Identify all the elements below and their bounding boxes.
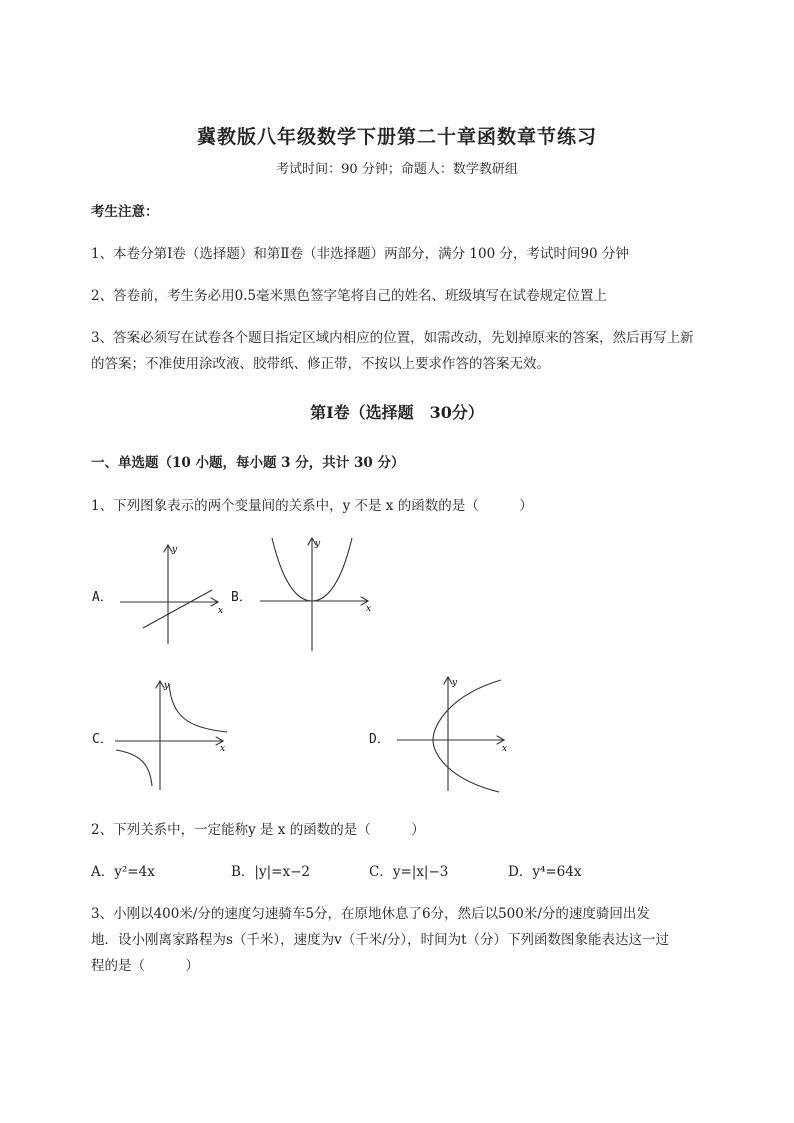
page-title: 冀教版八年级数学下册第二十章函数章节练习 [196,126,597,148]
section-title: 第Ⅰ卷（选择题 30分） [310,403,484,422]
option-c-label: C． [92,732,113,747]
graph-d [395,675,515,795]
hyperbola-branch-lower [116,750,152,786]
part-heading: 一、单选题（10 小题，每小题 3 分，共计 30 分） [91,455,405,471]
exam-info: 考试时间：90 分钟；命题人：数学教研组 [276,162,518,177]
question-3-line-2: 地．设小刚离家路程为s（千米），速度为v（千米/分），时间为t（分）下列函数图象能表达这一过 [91,932,670,948]
q2-choice-c: C．y=|x|−3 [369,864,449,880]
q2-choice-a: A．y²=4x [91,864,155,880]
x-axis-label: x [502,744,508,754]
y-axis-label: y [315,539,321,549]
notice-item-3: 3、答案必须写在试卷各个题目指定区域内相应的位置，如需改动，先划掉原来的答案，然后再写上新 [91,330,694,346]
x-axis-label: x [220,744,226,754]
q2-choice-b: B．|y|=x−2 [231,864,310,880]
line-curve [143,590,212,628]
y-axis-label: y [452,678,458,688]
question-3-line-1: 3、小刚以400米/分的速度匀速骑车5分，在原地休息了6分，然后以500米/分的速度骑回出发 [91,906,650,922]
x-axis-label: x [366,604,372,614]
question-1-text: 1、下列图象表示的两个变量间的关系中，y 不是 x 的函数的是（ ） [91,498,533,514]
graph-c [112,678,232,793]
option-b-label: B． [231,590,252,605]
option-a-label: A． [92,590,113,605]
y-axis-label: y [172,545,178,555]
notice-item-2: 2、答卷前，考生务必用0.5毫米黑色签字笔将自己的姓名、班级填写在试卷规定位置上 [91,288,608,304]
option-d-label: D． [369,732,390,747]
notice-item-1: 1、本卷分第Ⅰ卷（选择题）和第Ⅱ卷（非选择题）两部分，满分 100 分，考试时间90 分钟 [91,246,629,262]
sideways-parabola-curve [433,680,501,792]
y-axis-label: y [164,681,170,691]
question-3-line-3: 程的是（ ） [91,958,199,974]
notice-heading: 考生注意： [91,204,159,220]
x-axis-label: x [218,606,224,616]
question-2-text: 2、下列关系中，一定能称y 是 x 的函数的是（ ） [91,822,425,838]
graph-b [257,535,377,655]
notice-item-3-cont: 的答案；不准使用涂改液、胶带纸、修正带，不按以上要求作答的答案无效。 [91,356,550,372]
hyperbola-branch-upper [169,684,227,732]
graph-a [115,540,230,650]
q2-choice-d: D．y⁴=64x [508,864,582,880]
